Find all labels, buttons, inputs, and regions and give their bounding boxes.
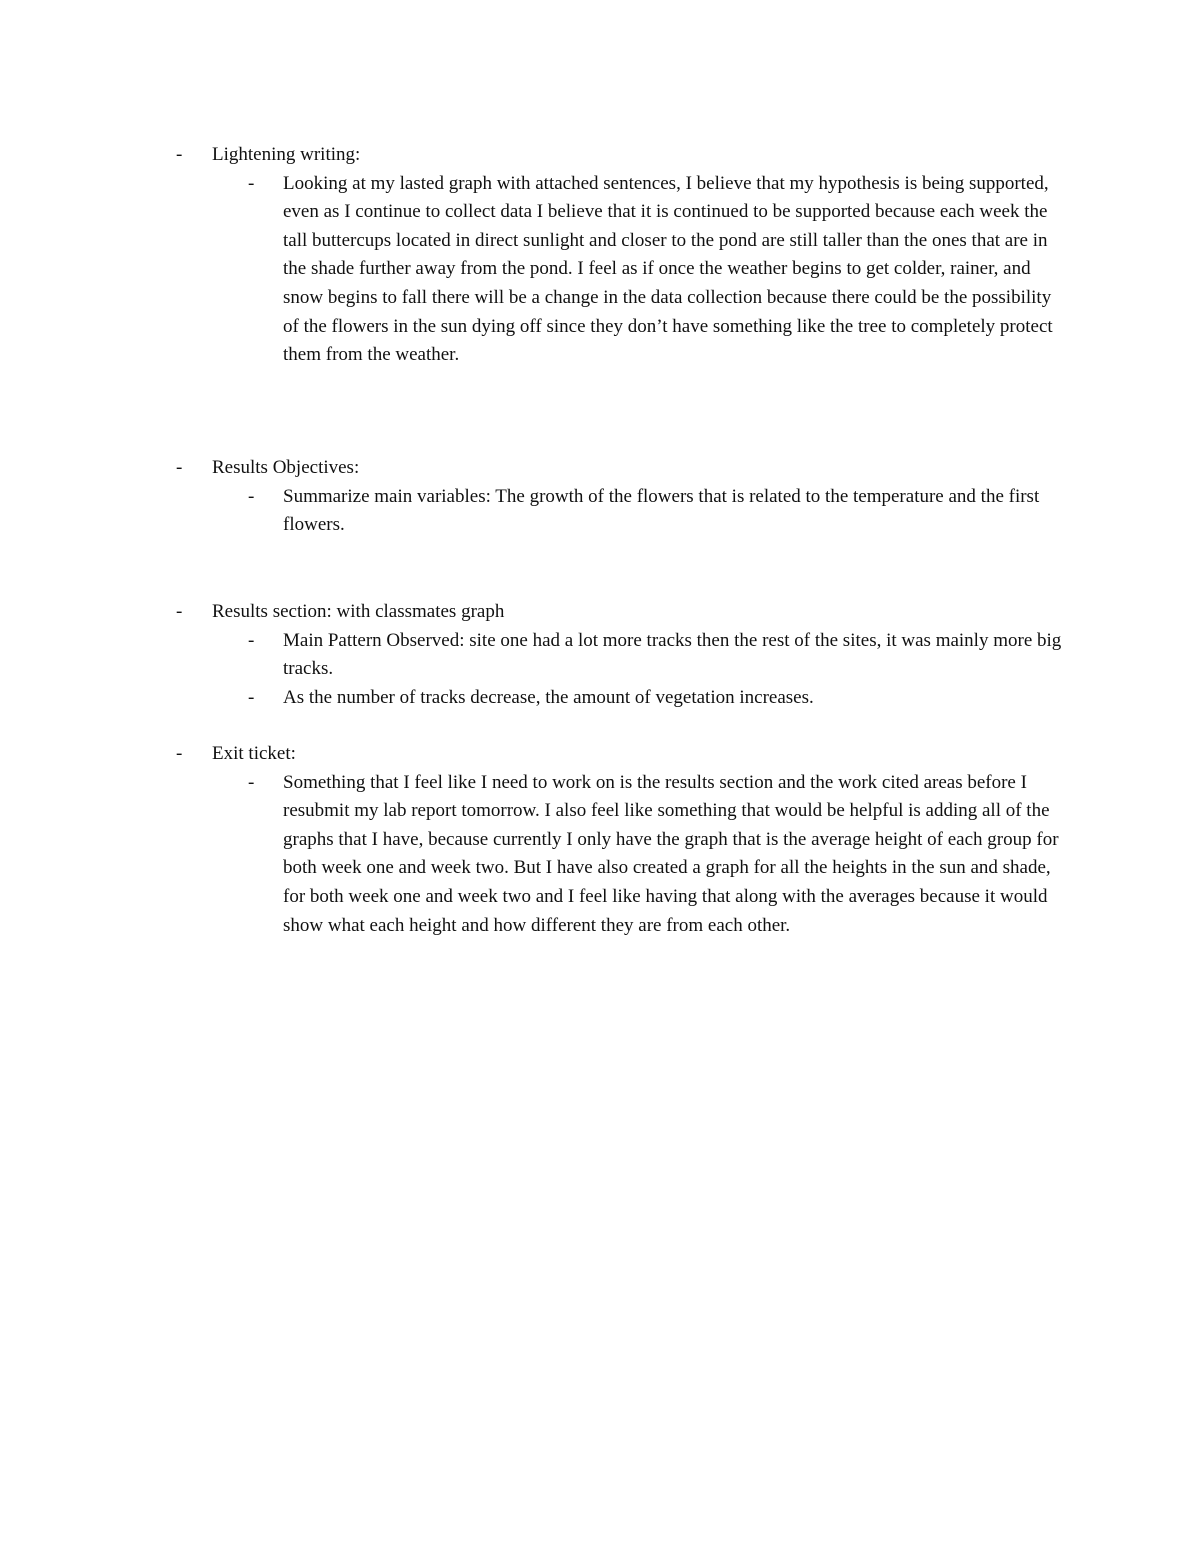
section-exit-ticket [176, 740, 1076, 940]
section-results-section [176, 598, 1076, 712]
bullet-dash: - [176, 743, 183, 764]
list-item [248, 769, 1076, 941]
list-item [248, 684, 1076, 713]
list-item [248, 483, 1076, 540]
bullet-dash: - [176, 457, 183, 478]
list-item-text: Summarize main variables: The growth of the flowers that is related to the temperature and the first flowers. [283, 485, 1040, 536]
section-heading-row [176, 454, 1076, 483]
sub-bullet-dash: - [248, 629, 255, 651]
section-heading: Results section: with classmates graph [212, 601, 505, 622]
list-item [248, 627, 1076, 684]
list-item-text: Something that I feel like I need to work on is the results section and the work cited areas before I resubmit my lab report tomorrow. I also feel like something that would be helpful is adding all of the graphs that I have, because currently I only have the graph that is the average height of each group for both week one and week two. But I have also created a graph for all the heights in the sun and shade, for both week one and week two and I feel like having that along with the averages because it would show what each height and how different they are from each other. [283, 771, 1059, 936]
sub-bullet-dash: - [248, 771, 255, 793]
sub-bullet-dash: - [248, 686, 255, 708]
section-heading: Results Objectives: [212, 457, 360, 478]
section-lightening-writing [176, 141, 1076, 370]
list-item-text: As the number of tracks decrease, the amount of vegetation increases. [283, 686, 814, 708]
bullet-dash: - [176, 601, 183, 622]
sub-bullet-dash: - [248, 485, 255, 507]
section-heading: Lightening writing: [212, 144, 361, 165]
section-heading-row [176, 598, 1076, 627]
section-heading: Exit ticket: [212, 743, 296, 764]
section-heading-row [176, 141, 1076, 170]
list-item-text: Main Pattern Observed: site one had a lot more tracks then the rest of the sites, it was mainly more big tracks. [283, 629, 1062, 680]
list-item-text: Looking at my lasted graph with attached sentences, I believe that my hypothesis is being supported, even as I continue to collect data I believe that it is continued to be supported because each week the tall buttercups located in direct sunlight and closer to the pond are still taller than the ones that are in the shade further away from the pond. I feel as if once the weather begins to get colder, rainer, and snow begins to fall there will be a change in the data collection because there could be the possibility of the flowers in the sun dying off since they don’t have something like the tree to completely protect them from the weather. [283, 172, 1053, 366]
list-item [248, 170, 1076, 370]
section-heading-row [176, 740, 1076, 769]
section-results-objectives [176, 454, 1076, 540]
sub-bullet-dash: - [248, 172, 255, 194]
bullet-dash: - [176, 144, 183, 165]
